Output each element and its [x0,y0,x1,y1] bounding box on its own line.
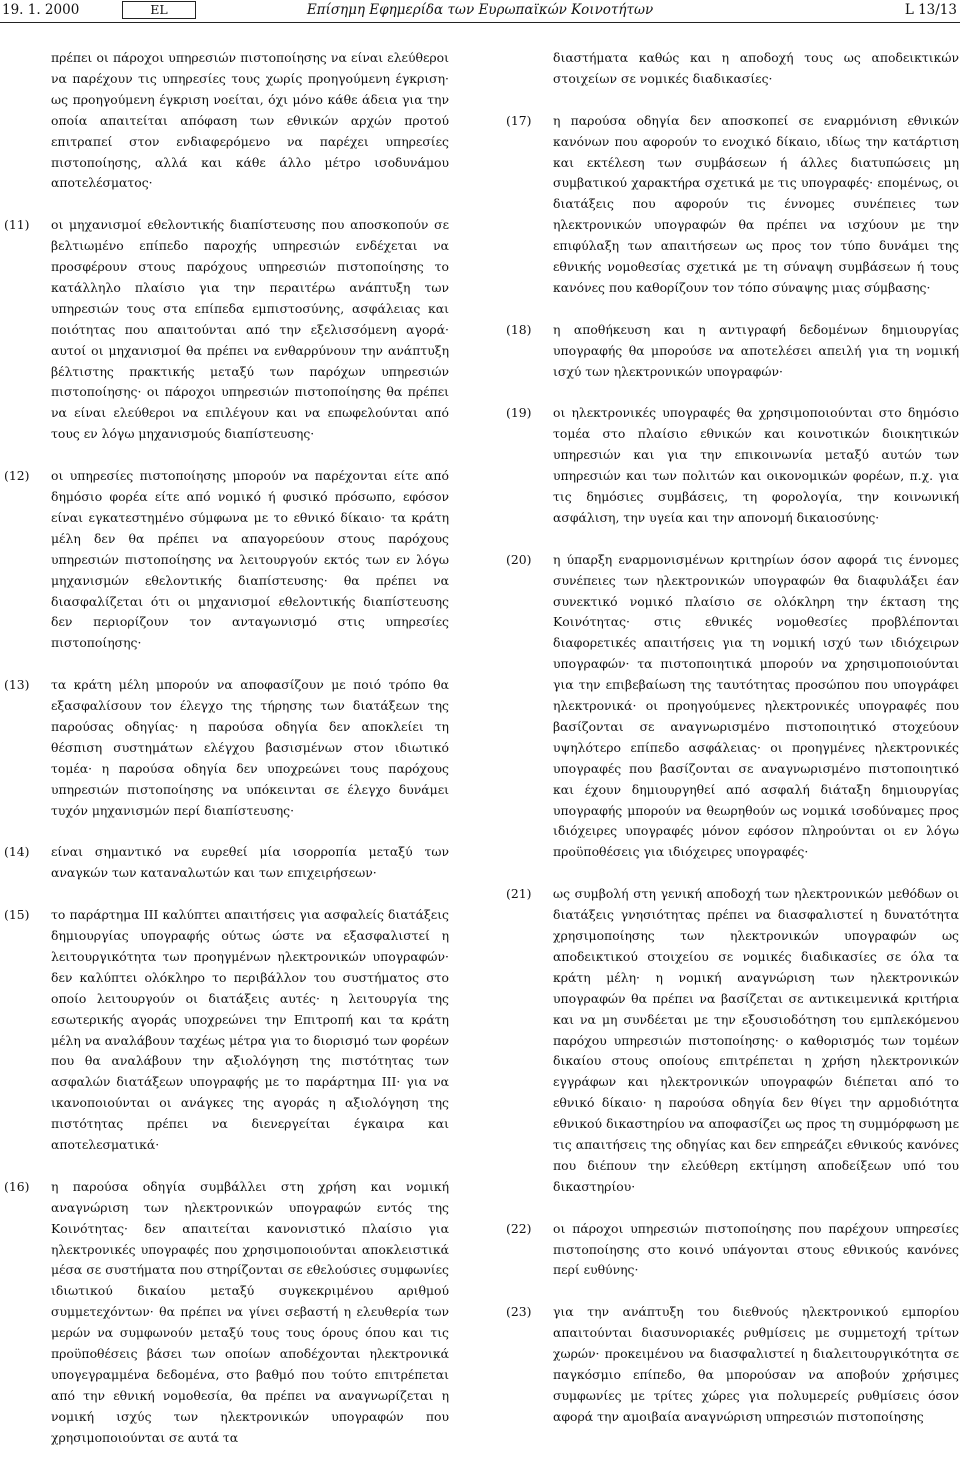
recital-paragraph [506,550,959,864]
recital-text: η αποθήκευση και η αντιγραφή δεδομένων δημιουργίας υπογραφής θα μπορούσε να αποτελέσει απειλή για τη νομική ισχύ των ηλεκτρονικών υπογραφών· [553,321,959,379]
recital-paragraph [506,1219,959,1282]
recital-text: η παρούσα οδηγία δεν αποσκοπεί σε εναρμόνιση εθνικών κανόνων που αφορούν το ενοχικό δίκαιο, ιδίως την κατάρτιση και εκτέλεση των συμβάσεων ή άλλες διατυπώσεις μη συμβατικού χαρακτήρα σχετικά με τις υπογραφές· επομένως, οι διατάξεις που αφορούν τις έννομες συνέπειες των ηλεκτρονικών υπογραφών θα πρέπει να ισχύουν με την επιφύλαξη των απαιτήσεων ως προς τον τύπο δυνάμει της εθνικής νομοθεσίας σχετικά με τη σύναψη συμβάσεων ή τους κανόνες που καθορίζουν τον τόπο σύναψης μιας σύμβασης· [553,112,959,295]
right-column [506,48,959,1449]
recital-number: (17) [506,112,532,128]
page-header [0,0,960,23]
recital-text: οι υπηρεσίες πιστοποίησης μπορούν να παρέχονται είτε από δημόσιο φορέα είτε από νομικό ή φυσικό πρόσωπο, εφόσον είναι εγκατεστημένο σύμφωνα με το εθνικό δίκαιο· τα κράτη μέλη δεν θα πρέπει να απαγορεύουν στους παρόχους υπηρεσιών πιστοποίησης να λειτουργούν εκτός των εν λόγω μηχανισμών εθελοντικής διαπίστευσης· θα πρέπει να διασφαλίζεται ότι οι μηχανισμοί εθελοντικής διαπίστευσης δεν περιορίζουν τον ανταγωνισμό στις υπηρεσίες πιστοποίησης· [51,468,449,651]
recital-paragraph [4,675,449,821]
recital-number: (21) [506,886,532,902]
left-column [4,48,449,1470]
recital-paragraph [506,884,959,1198]
recital-text: η ύπαρξη εναρμονισμένων κριτηρίων όσον αφορά τις έννομες συνέπειες των ηλεκτρονικών υπογραφών θα διαφυλάξει έαν συνεκτικό νομικό πλαίσιο σε ολόκληρη την έκταση της Κοινότητας· στις εθνικές νομοθεσίες προβλέπονται διαφορετικές απαιτήσεις για τη νομική ισχύ των ιδιόχειρων υπογραφών· τα πιστοποιητικά μπορούν να χρησιμοποιούνται για την επιβεβαίωση της ταυτότητας προσώπου που υπογράφει ηλεκτρονικά· οι προηγούμενες ηλεκτρονικές υπογραφές που βασίζονται σε αναγνωρισμένο πιστοποιητικό στοχεύουν υψηλότερο επίπεδο ασφάλειας· οι προηγμένες ηλεκτρονικές υπογραφές που βασίζονται σε αναγνωρισμένο πιστοποιητικό και έχουν δημιουργηθεί από ασφαλή διάταξη δημιουργίας υπογραφής μπορούν να θεωρηθούν ως νομικά ισοδύναμες προς ιδιόχειρες υπογραφές μόνον εφόσον πληρούνται οι εν λόγω προϋποθέσεις για ιδιόχειρες υπογραφές· [553,551,959,860]
page-reference: L 13/13 [904,2,957,18]
recital-paragraph [506,48,959,90]
recital-number: (22) [506,1220,532,1236]
recital-text: οι μηχανισμοί εθελοντικής διαπίστευσης που αποσκοπούν σε βελτιωμένο επίπεδο παροχής υπηρεσιών ενδέχεται να προσφέρουν στους παρόχους υπηρεσιών πιστοποίησης το κατάλληλο πλαίσιο για την περαιτέρω ανάπτυξη των υπηρεσιών τους στα επίπεδα εμπιστοσύνης, ασφάλειας και ποιότητας που απαιτούνται από την εξελισσόμενη αγορά· αυτοί οι μηχανισμοί θα πρέπει να ενθαρρύνουν την ανάπτυξη βέλτιστης πρακτικής μεταξύ των παρόχων υπηρεσιών πιστοποίησης· οι πάροχοι υπηρεσιών πιστοποίησης θα πρέπει να είναι ελεύθεροι να επιλέγουν και να επωφελούνται από τους εν λόγω μηχανισμούς διαπίστευσης· [51,217,449,442]
recital-text: η παρούσα οδηγία συμβάλλει στη χρήση και νομική αναγνώριση των ηλεκτρονικών υπογραφών εντός της Κοινότητας· δεν απαιτείται κανονιστικό πλαίσιο για ηλεκτρονικές υπογραφές που χρησιμοποιούνται αποκλειστικά μέσα σε συστήματα που στηρίζονται σε εθελούσιες συμφωνίες ιδιωτικού δικαίου μεταξύ συγκεκριμένου αριθμού συμμετεχόντων· θα πρέπει να γίνει σεβαστή η ελευθερία των μερών να συμφωνούν μεταξύ τους τους όρους όπου και τις προϋποθέσεις βάσει των οποίων αποδέχονται ηλεκτρονικά υπογεγραμμένα δεδομένα, στο βαθμό που τούτο επιτρέπεται από την εθνική νομοθεσία, θα πρέπει να αναγνωρίζεται η νομική ισχύς των ηλεκτρονικών υπογραφών που χρησιμοποιούνται σε αυτά τα [51,1178,449,1445]
recital-number: (12) [4,468,30,484]
recital-paragraph [4,48,449,194]
recital-paragraph [4,905,449,1156]
recital-text: ως συμβολή στη γενική αποδοχή των ηλεκτρονικών μεθόδων οι διατάξεις γνησιότητας πρέπει να διασφαλιστεί η δυνατότητα χρησιμοποίησης των ηλεκτρονικών υπογραφών ως αποδεικτικού στοιχείου σε νομικές διαδικασίες σε όλα τα κράτη μέλη· η νομική αναγνώριση των ηλεκτρονικών υπογραφών θα πρέπει να βασίζεται σε αντικειμενικά κριτήρια και να μη συνδέεται με την εξουσιοδότηση του εμπλεκόμενου παρόχου υπηρεσιών πιστοποίησης· ο καθορισμός των τομέων δικαίου στους οποίους επιτρέπεται η χρήση ηλεκτρονικών εγγράφων και ηλεκτρονικών υπογραφών διέπεται από το εθνικό δίκαιο· η παρούσα οδηγία δεν θίγει την αρμοδιότητα εθνικού δικαστηρίου να αποφασίζει ως προς τη συμμόρφωση με τις απαιτήσεις της οδηγίας και δεν επηρεάζει εθνικούς κανόνες που διέπουν την ελεύθερη εκτίμηση αποδείξεων υπό του δικαστηρίου· [553,886,959,1194]
recital-text: τα κράτη μέλη μπορούν να αποφασίζουν με ποιό τρόπο θα εξασφαλίσουν τον έλεγχο της τήρησης των διατάξεων της παρούσας οδηγίας· η παρούσα οδηγία δεν αποκλείει τη θέσπιση συστημάτων ελέγχου βασισμένων στον ιδιωτικό τομέα· η παρούσα οδηγία δεν υποχρεώνει τους παρόχους υπηρεσιών πιστοποίησης να υπόκεινται σε έλεγχο δυνάμει τυχόν μηχανισμών περί διαπίστευσης· [51,677,449,818]
journal-title: Επίσημη Εφημερίδα των Ευρωπαϊκών Κοινοτήτων [306,2,654,18]
recital-paragraph [4,215,449,445]
recital-number: (16) [4,1178,30,1194]
recital-number: (23) [506,1304,532,1320]
recital-text: είναι σημαντικό να ευρεθεί μία ισορροπία μεταξύ των αναγκών των καταναλωτών και των επιχειρήσεων· [51,844,449,881]
recital-text: πρέπει οι πάροχοι υπηρεσιών πιστοποίησης να είναι ελεύθεροι να παρέχουν τις υπηρεσίες τους χωρίς προηγούμενη έγκριση· ως προηγούμενη έγκριση νοείται, όχι μόνο κάθε άδεια για την οποία απαιτείται απόφαση των εθνικών αρχών προτού επιτραπεί στον ενδιαφερόμενο να παρέχει υπηρεσίες πιστοποίησης, αλλά και κάθε άλλο μέτρο ισοδυνάμου αποτελέσματος· [51,50,449,191]
recital-number: (13) [4,677,30,693]
recital-paragraph [4,466,449,654]
recital-paragraph [4,842,449,884]
recital-paragraph [506,320,959,383]
recital-number: (11) [4,217,30,233]
recital-text: οι πάροχοι υπηρεσιών πιστοποίησης που παρέχουν υπηρεσίες πιστοποίησης στο κοινό υπάγονται στους εθνικούς κανόνες περί ευθύνης· [553,1220,959,1278]
recital-paragraph [506,111,959,299]
recital-paragraph [4,1177,449,1449]
recital-text: διαστήματα καθώς και η αποδοχή τους ως αποδεικτικών στοιχείων σε νομικές διαδικασίες· [553,50,959,86]
recital-number: (15) [4,907,30,923]
recital-text: οι ηλεκτρονικές υπογραφές θα χρησιμοποιούνται στο δημόσιο τομέα στο πλαίσιο εθνικών και κοινοτικών διοικητικών υπηρεσιών και για την επικοινωνία μεταξύ αυτών των υπηρεσιών και των πολιτών και οικονομικών φορέων, π.χ. για τις δημόσιες συμβάσεις, τη φορολογία, την κοινωνική ασφάλιση, την υγεία και την απονομή δικαιοσύνης· [553,405,959,525]
recital-number: (18) [506,321,532,337]
recital-paragraph [506,1302,959,1427]
issue-date: 19. 1. 2000 [2,2,80,18]
recital-paragraph [506,403,959,528]
recital-text: για την ανάπτυξη του διεθνούς ηλεκτρονικού εμπορίου απαιτούνται διασυνοριακές ρυθμίσεις με συμμετοχή τρίτων χωρών· προκειμένου να διασφαλιστεί η διαλειτουργικότητα σε παγκόσμιο επίπεδο, θα μπορούσαν να αποβούν χρήσιμες συμφωνίες με τρίτες χώρες για πολυμερείς ρυθμίσεις όσον αφορά την αμοιβαία αναγνώριση υπηρεσιών πιστοποίησης [553,1304,959,1424]
recital-text: το παράρτημα III καλύπτει απαιτήσεις για ασφαλείς διατάξεις δημιουργίας υπογραφής ούτως ώστε να εξασφαλιστεί η λειτουργικότητα των προηγμένων ηλεκτρονικών υπογραφών· δεν καλύπτει ολόκληρο το περιβάλλον του συστήματος στο οποίο λειτουργούν οι διατάξεις αυτές· η λειτουργία της εσωτερικής αγοράς υποχρεώνει την Επιτροπή και τα κράτη μέλη να αναλάβουν ταχέως μέτρα για το διορισμό των φορέων που θα αναλάβουν την αξιολόγηση της πιστότητας των ασφαλών διατάξεων υπογραφής με το παράρτημα III· για να ικανοποιούνται οι ανάγκες της αγοράς η αξιολόγηση της πιστότητας πρέπει να διενεργείται έγκαιρα και αποτελεσματικά· [51,907,449,1153]
recital-number: (19) [506,405,532,421]
recital-number: (20) [506,551,532,567]
language-box: EL [122,1,196,19]
recital-number: (14) [4,844,30,860]
